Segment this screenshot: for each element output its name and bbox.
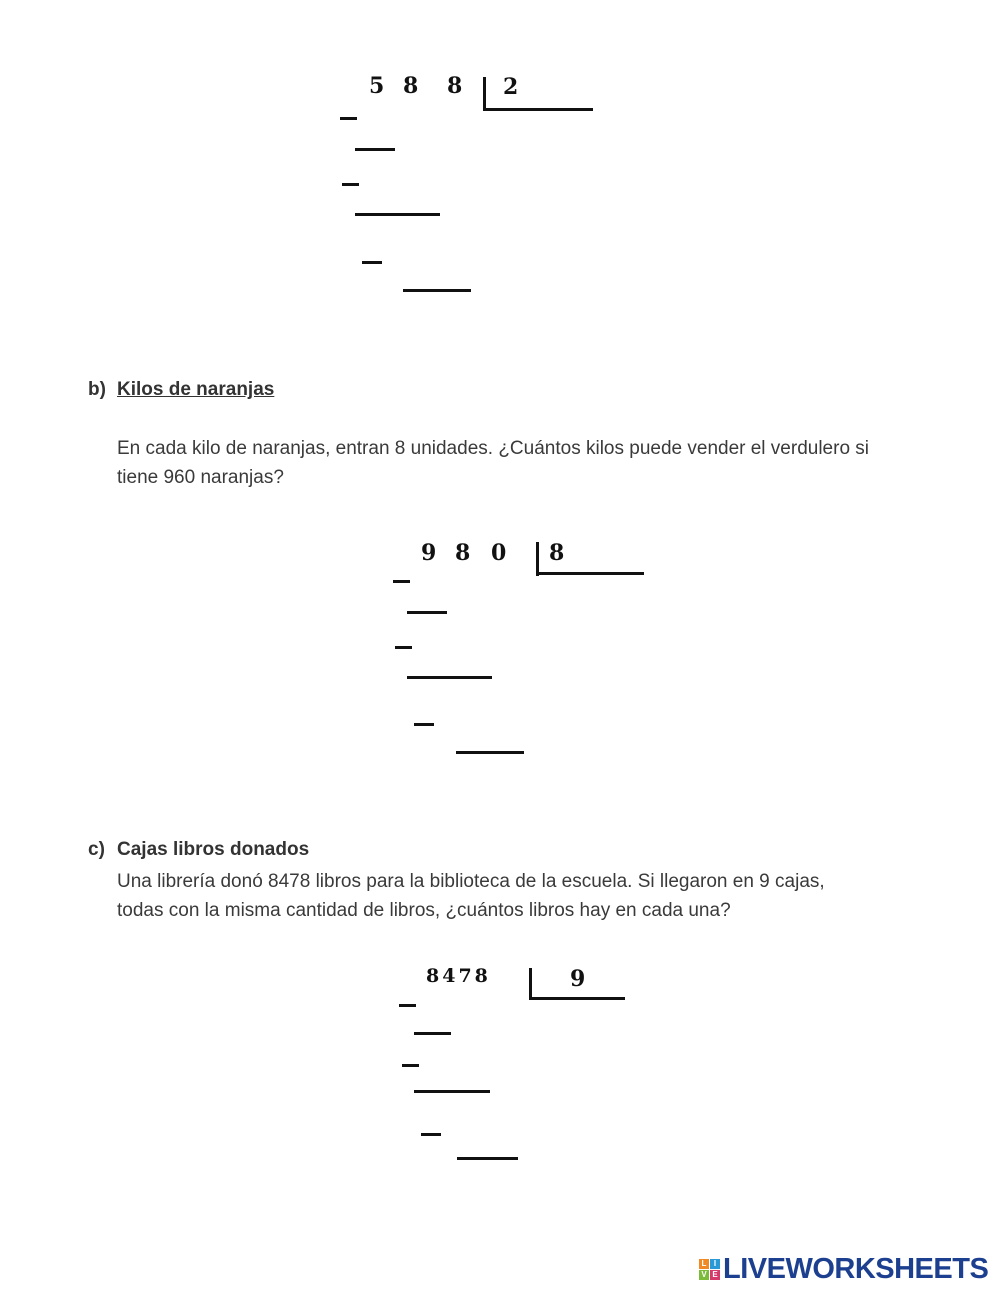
subtraction-line bbox=[355, 148, 395, 151]
section-c-label: c) bbox=[88, 839, 105, 860]
dividend-digit: 8 bbox=[447, 73, 463, 99]
division-bracket-vertical bbox=[536, 542, 539, 576]
logo-tile-icon: I bbox=[710, 1259, 720, 1269]
minus-sign bbox=[340, 117, 357, 120]
subtraction-line bbox=[355, 213, 440, 216]
problem-line: Una librería donó 8478 libros para la biblioteca de la escuela. Si llegaron en 9 cajas, bbox=[117, 871, 825, 892]
problem-line: En cada kilo de naranjas, entran 8 unidades. ¿Cuántos kilos puede vender el verdulero si bbox=[117, 438, 870, 459]
divisor: 9 bbox=[570, 966, 586, 992]
section-c-title: Cajas libros donados bbox=[117, 839, 310, 860]
minus-sign bbox=[395, 646, 412, 649]
subtraction-line bbox=[403, 289, 471, 292]
minus-sign bbox=[342, 183, 359, 186]
minus-sign bbox=[402, 1064, 419, 1067]
division-bracket-vertical bbox=[483, 77, 486, 111]
minus-sign bbox=[362, 261, 382, 264]
division-bracket-horizontal bbox=[483, 108, 593, 111]
minus-sign bbox=[421, 1133, 441, 1136]
logo-tile-icon: E bbox=[710, 1270, 720, 1280]
subtraction-line bbox=[414, 1090, 490, 1093]
section-b-problem bbox=[117, 434, 977, 492]
divisor: 2 bbox=[503, 74, 519, 100]
section-b-title: Kilos de naranjas bbox=[117, 379, 275, 400]
minus-sign bbox=[414, 723, 434, 726]
subtraction-line bbox=[457, 1157, 518, 1160]
division-bracket-horizontal bbox=[536, 572, 644, 575]
subtraction-line bbox=[456, 751, 524, 754]
dividend-digit: 5 bbox=[369, 73, 385, 99]
logo-tile-icon: L bbox=[699, 1259, 709, 1269]
subtraction-line bbox=[407, 611, 447, 614]
dividend-digit: 9 bbox=[421, 540, 437, 566]
minus-sign bbox=[399, 1004, 416, 1007]
problem-line: todas con la misma cantidad de libros, ¿cuántos libros hay en cada una? bbox=[117, 900, 731, 921]
dividend-digit: 8 bbox=[455, 540, 471, 566]
minus-sign bbox=[393, 580, 410, 583]
section-b-label: b) bbox=[88, 379, 106, 400]
section-c-problem bbox=[117, 867, 977, 925]
dividend-digit: 0 bbox=[491, 540, 507, 566]
divisor: 8 bbox=[549, 540, 565, 566]
dividend: 8478 bbox=[426, 965, 491, 987]
division-bracket-vertical bbox=[529, 968, 532, 1000]
subtraction-line bbox=[407, 676, 492, 679]
subtraction-line bbox=[414, 1032, 451, 1035]
brand-name: LIVEWORKSHEETS bbox=[723, 1253, 989, 1285]
problem-line: tiene 960 naranjas? bbox=[117, 467, 284, 488]
dividend-digit: 8 bbox=[403, 73, 419, 99]
logo-tile-icon: V bbox=[699, 1270, 709, 1280]
division-bracket-horizontal bbox=[529, 997, 625, 1000]
